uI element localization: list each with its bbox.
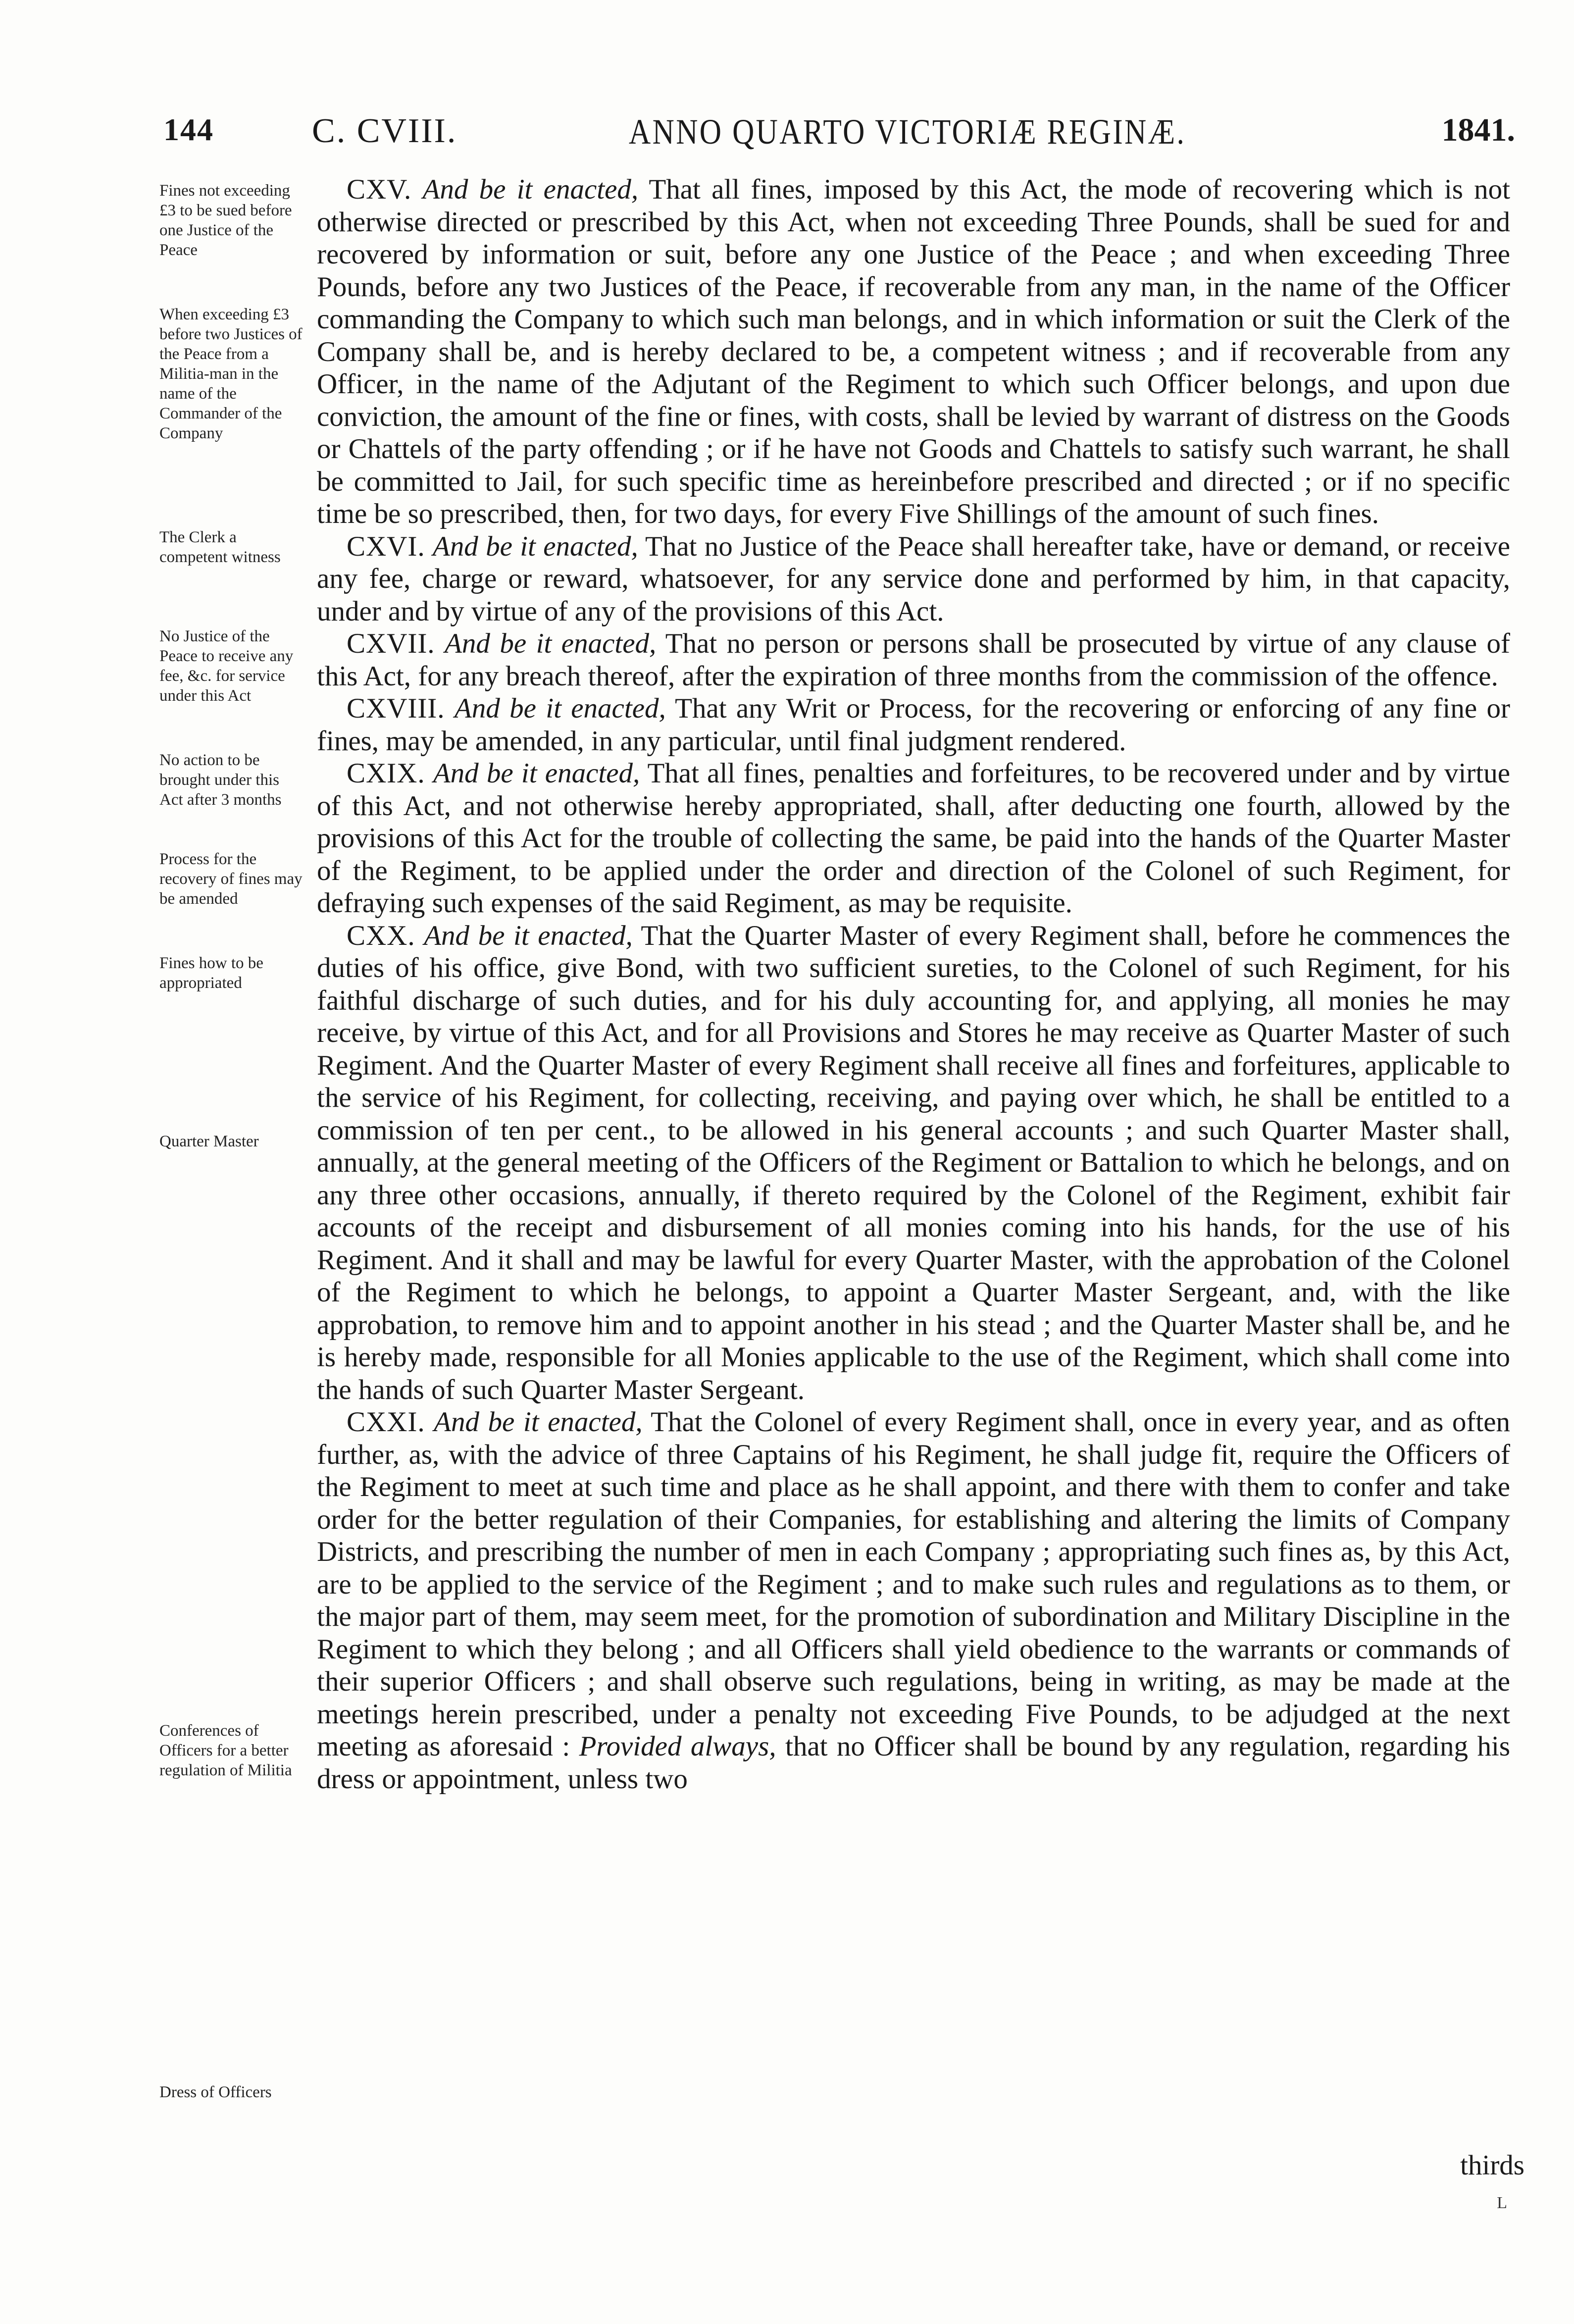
section-text: That all fines, imposed by this Act, the mode of recovering which is not otherwise directed or prescribed by this Act, when not exceeding Three Pounds, shall be sued for and recovered by information or suit, before any one Justice of the Peace ; and when exceeding Three Pounds, before any two Justices of the Peace, if recoverable from any man, in the name of the Officer commanding the Company to which such man belongs, and in which information or suit the Clerk of the Company shall be, and is hereby declared to be, a competent witness ; and if recoverable from any Officer, in the name of the Adjutant of the Regiment to which such Officer belongs, and upon due conviction, the amount of the fine or fines, with costs, shall be levied by warrant of distress on the Goods or Chattels of the party offending ; or if he have not Goods and Chattels to satisfy such warrant, he shall be committed to Jail, for such specific time as hereinbefore prescribed and directed ; or if no specific time be so prescribed, then, for two days, for every Five Shillings of the amount of such fines. [317, 174, 1510, 529]
section-number: CXVI. [347, 530, 425, 562]
enacting-clause: And be it enacted, [433, 758, 640, 789]
section-text: That no person or persons shall be prosecuted by virtue of any clause of this Act, for any breach thereof, after the expiration of three months from the commission of the offence. [317, 628, 1510, 692]
section-cxv [317, 173, 1510, 530]
section-cxvi [317, 530, 1510, 628]
section-cxx [317, 920, 1510, 1406]
margin-notes [159, 181, 308, 2261]
margin-note: The Clerk a competent witness [159, 528, 281, 566]
running-title: ANNO QUARTO VICTORIÆ REGINÆ. [629, 112, 1186, 152]
margin-note: Fines not exceeding £3 to be sued before one Justice of the Peace [159, 182, 292, 259]
section-cxxi [317, 1406, 1510, 1795]
enacting-clause: And be it enacted, [432, 530, 638, 562]
proviso-clause: Provided always, [579, 1731, 776, 1762]
section-number: CXV. [347, 174, 412, 205]
chapter-number: C. CVIII. [312, 112, 457, 150]
section-cxviii [317, 692, 1510, 757]
margin-note: When exceeding £3 before two Justices of the Peace from a Militia-man in the name of the Commander of the Company [159, 306, 303, 442]
statute-body [317, 173, 1510, 2204]
margin-note: Process for the recovery of fines may be amended [159, 850, 303, 908]
enacting-clause: And be it enacted, [422, 174, 639, 205]
margin-note: Quarter Master [159, 1133, 259, 1150]
page-number: 144 [163, 112, 214, 147]
section-text: That the Quarter Master of every Regiment shall, before he commences the duties of his office, give Bond, with two sufficient sureties, to the Colonel of such Regiment, for his faithful discharge of such duties, and for his duly accounting for, and applying, all monies he may receive, by virtue of this Act, and for all Provisions and Stores he may receive as Quarter Master of such Regiment. And the Quarter Master of every Regiment shall receive all fines and forfeitures, applicable to the service of his Regiment, for collecting, receiving, and paying over which, he shall be entitled to a commission of ten per cent., to be allowed in his general accounts ; and such Quarter Master shall, annually, at the general meeting of the Officers of the Regiment or Battalion to which he belongs, and on any three other occasions, annually, if thereto required by the Colonel of the Regiment, exhibit fair accounts of the receipt and disbursement of all monies coming into his hands, for the use of his Regiment. And it shall and may be lawful for every Quarter Master, with the approbation of the Colonel of the Regiment to which he belongs, to appoint a Quarter Master Sergeant, and, with the like approbation, to remove him and to appoint another in his stead ; and the Quarter Master shall be, and he is hereby made, responsible for all Monies applicable to the use of the Regiment, which shall come into the hands of such Quarter Master Sergeant. [317, 920, 1511, 1405]
section-cxix [317, 757, 1510, 920]
section-text: That any Writ or Process, for the recovering or enforcing of any fine or fines, may be amended, in any particular, until final judgment rendered. [317, 693, 1510, 757]
section-text: That all fines, penalties and forfeitures, to be recovered under and by virtue of this Act, and not otherwise hereby appropriated, shall, after deducting one fourth, allowed by the provisions of this Act for the trouble of collecting the same, be paid into the hands of the Quarter Master of the Regiment, to be applied under the order and direction of the Colonel of such Regiment, for defraying such expenses of the said Regiment, as may be requisite. [317, 758, 1510, 919]
section-number: CXX. [347, 920, 415, 951]
section-text: That no Justice of the Peace shall hereafter take, have or demand, or receive any fee, charge or reward, whatsoever, for any service done and performed by him, in that capacity, under and by virtue of any of the provisions of this Act. [317, 530, 1511, 627]
section-number: CXIX. [347, 758, 425, 789]
catchword: thirds [1460, 2150, 1524, 2181]
section-text: That the Colonel of every Regiment shall, once in every year, and as often further, as, with the advice of three Captains of his Regiment, he shall judge fit, require the Officers of the Regiment to meet at such time and place as he shall appoint, and there with them to confer and take order for the better regulation of their Companies, for establishing and altering the limits of Company Districts, and prescribing the number of men in each Company ; appropriating such fines as, by this Act, are to be applied to the service of the Regiment ; and to make such rules and regulations as to them, or the major part of them, may seem meet, for the promotion of subordination and Military Discipline in the Regiment to which they belong ; and all Officers shall yield obedience to the warrants or commands of their superior Officers ; and shall observe such regulations, being in writing, as may be made at the meetings herein prescribed, under a penalty not exceeding Five Pounds, to be adjudged at the next meeting as aforesaid : [317, 1406, 1510, 1762]
section-number: CXVIII. [347, 693, 445, 724]
section-cxvii [317, 627, 1510, 692]
section-text-continued: that no Officer shall be bound by any regulation, regarding his dress or appointment, unless two [317, 1731, 1511, 1795]
margin-note: Dress of Officers [159, 2083, 272, 2101]
section-number: CXVII. [347, 628, 435, 659]
year: 1841. [1441, 112, 1515, 148]
margin-note: No action to be brought under this Act after 3 months [159, 751, 282, 809]
margin-note: No Justice of the Peace to receive any fee, &c. for service under this Act [159, 627, 294, 705]
enacting-clause: And be it enacted, [454, 693, 666, 724]
running-header [158, 111, 1525, 166]
enacting-clause: And be it enacted, [445, 628, 657, 659]
enacting-clause: And be it enacted, [424, 920, 633, 951]
section-number: CXXI. [347, 1406, 425, 1438]
margin-note: Conferences of Officers for a better regulation of Militia [159, 1722, 292, 1779]
signature-mark: L [1497, 2194, 1507, 2212]
margin-note: Fines how to be appropriated [159, 954, 263, 992]
enacting-clause: And be it enacted, [434, 1406, 643, 1438]
